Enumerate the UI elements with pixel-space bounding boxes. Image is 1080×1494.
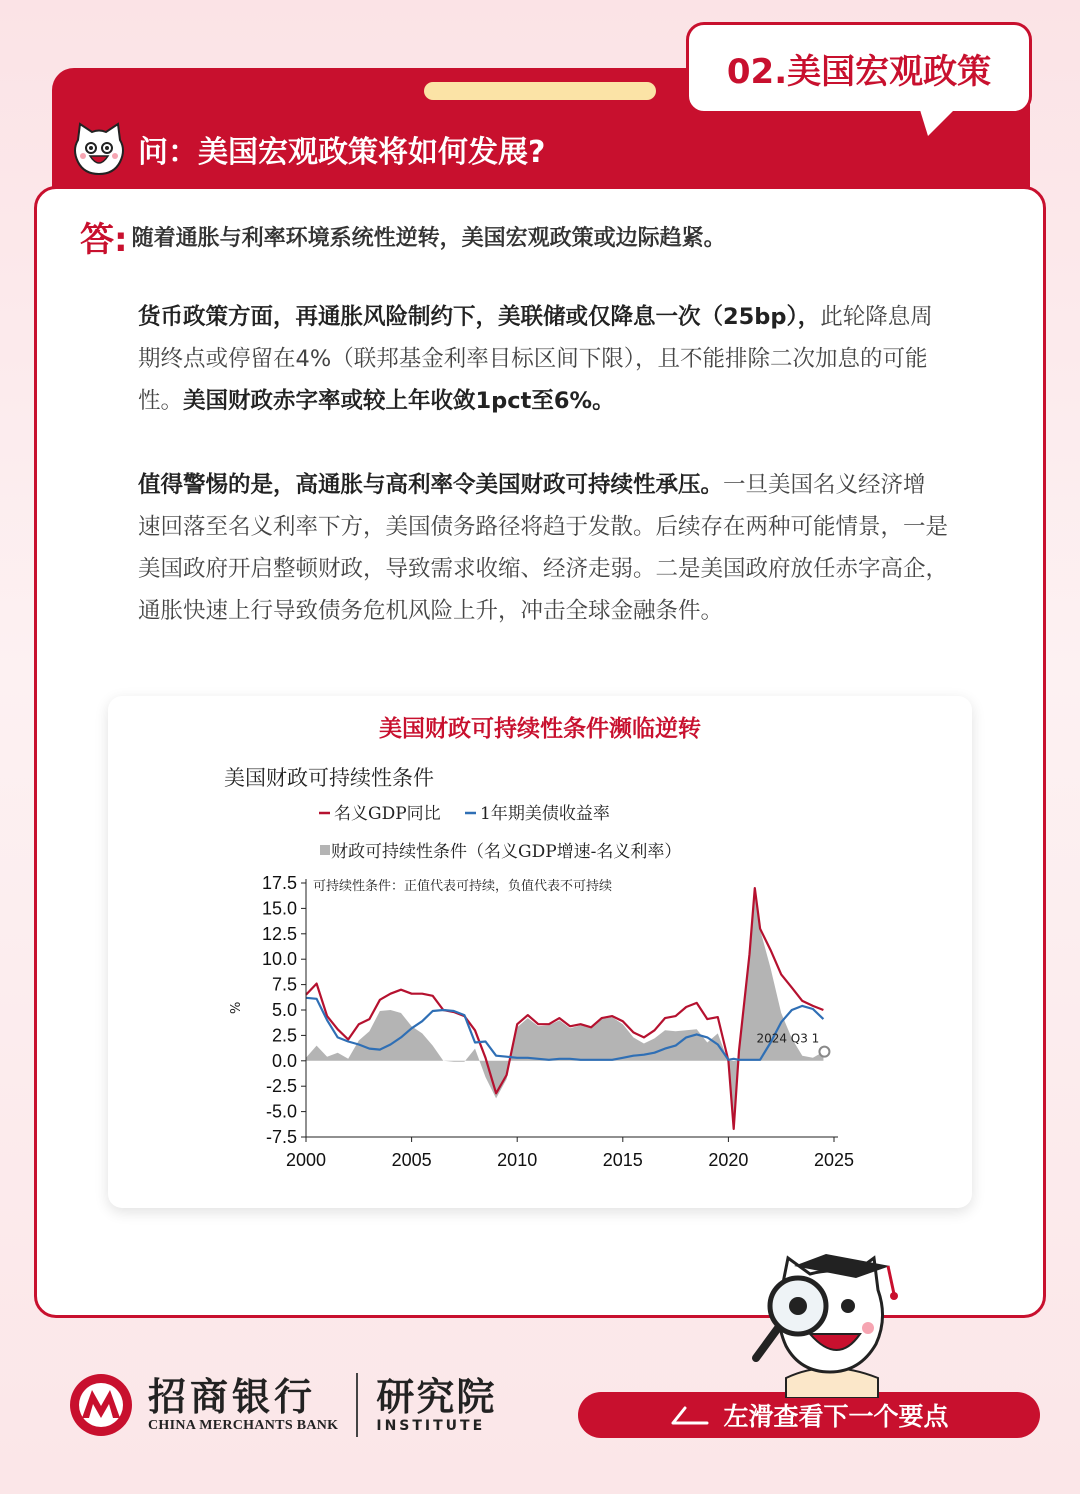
y-tick-label: 7.5 <box>271 974 297 995</box>
swipe-arrow-icon <box>669 1404 709 1426</box>
bank-name-block <box>148 1376 338 1434</box>
question-text: 问：美国宏观政策将如何发展? <box>138 135 546 170</box>
p2-bold: 值得警惕的是，高通胀与高利率令美国财政可持续性承压。 <box>138 472 724 498</box>
chart-card <box>108 696 972 1208</box>
y-tick-label: 17.5 <box>261 873 297 893</box>
paragraph-monetary-policy <box>138 296 948 422</box>
graduate-cat-mascot-icon <box>748 1248 908 1398</box>
next-point-button[interactable] <box>578 1392 1040 1438</box>
y-tick-label: 12.5 <box>261 923 297 944</box>
answer-label: 答: <box>80 220 128 260</box>
section-badge-text: 02.美国宏观政策 <box>726 51 992 92</box>
y-tick-label: 10.0 <box>261 949 297 970</box>
x-tick-label: 2010 <box>497 1150 538 1170</box>
y-tick-label: -2.5 <box>265 1076 297 1097</box>
section-badge <box>686 22 1032 114</box>
fiscal-sustainability-chart <box>108 696 972 1208</box>
answer-summary: 随着通胀与利率环境系统性逆转，美国宏观政策或边际趋紧。 <box>131 226 726 251</box>
bank-name-en: CHINA MERCHANTS BANK <box>148 1418 339 1433</box>
paragraph-fiscal-risk <box>138 464 948 632</box>
latest-point-marker <box>819 1047 829 1057</box>
decorative-pill <box>424 82 656 100</box>
p1-bold-2: 美国财政赤字率或较上年收敛1pct至6%。 <box>183 388 615 414</box>
legend-label-fiscal-condition: 财政可持续性条件（名义GDP增速-名义利率） <box>331 842 682 862</box>
chart-title: 美国财政可持续性条件 <box>224 766 434 790</box>
plot-area <box>262 873 854 1170</box>
bank-name-cn: 招商银行 <box>148 1374 317 1419</box>
next-point-label: 左滑查看下一个要点 <box>723 1402 949 1431</box>
y-tick-label: -5.0 <box>265 1101 297 1122</box>
y-tick-label: 5.0 <box>271 1000 297 1020</box>
institute-block <box>376 1376 496 1434</box>
x-tick-label: 2005 <box>391 1150 432 1170</box>
y-tick-label: 0.0 <box>271 1050 297 1071</box>
y-tick-label: -7.5 <box>265 1127 297 1147</box>
p1-text-1: 此轮降息周期终点或停留在4%（联邦基金利率目标区间下限），且不能排除二次加息的可能性。 <box>138 304 933 414</box>
x-tick-label: 2000 <box>285 1150 327 1170</box>
question-row <box>70 118 545 180</box>
footer-logo <box>68 1372 496 1438</box>
y-tick-label: 2.5 <box>271 1025 297 1046</box>
legend-label-nominal-gdp: 名义GDP同比 <box>334 804 441 824</box>
p1-bold-1: 货币政策方面，再通胀风险制约下，美联储或仅降息一次（25bp）， <box>138 304 821 330</box>
legend <box>319 803 681 862</box>
y-axis-label: % <box>229 1001 244 1014</box>
latest-point-label: 2024 Q3 1 <box>756 1031 820 1046</box>
chart-card-title: 美国财政可持续性条件濒临逆转 <box>379 716 701 742</box>
legend-swatch-fiscal-condition <box>320 845 330 855</box>
answer-row <box>80 212 726 261</box>
y-tick-label: 15.0 <box>261 898 297 919</box>
speech-bubble-tail <box>920 110 954 136</box>
bank-logo-icon <box>68 1372 134 1438</box>
chart-annotation: 可持续性条件：正值代表可持续，负值代表不可持续 <box>313 879 613 894</box>
x-tick-label: 2015 <box>602 1150 643 1170</box>
cat-mascot-icon <box>70 120 128 178</box>
p2-text: 一旦美国名义经济增速回落至名义利率下方，美国债务路径将趋于发散。后续存在两种可能情景，一是美国政府开启整顿财政，导致需求收缩、经济走弱。二是美国政府放任赤字高企，通胀快速上行导致债务危机风险上升，冲击全球金融条件。 <box>138 472 949 624</box>
legend-label-1y-treasury: 1年期美债收益率 <box>480 804 610 824</box>
footer-divider <box>356 1373 358 1437</box>
institute-name-cn: 研究院 <box>376 1374 497 1419</box>
x-tick-label: 2025 <box>813 1150 855 1170</box>
institute-name-en: INSTITUTE <box>376 1418 486 1434</box>
series-fiscal-condition-area <box>306 889 823 1131</box>
x-tick-label: 2020 <box>708 1150 749 1170</box>
